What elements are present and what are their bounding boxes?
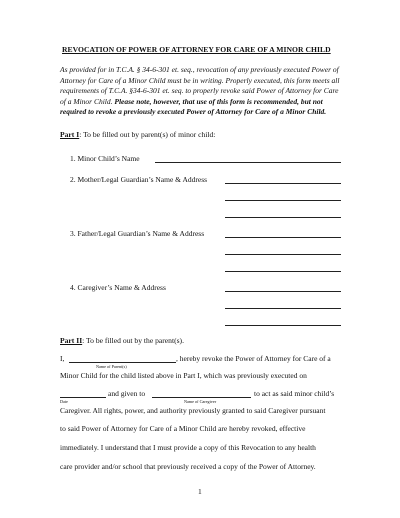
intro-text: As provided for in T.C.A. § 34-6-301 et. seq., revocation of any previously executed Power of Attorney for Care of a Minor Child must be in writing. Properly executed, this form meets all requirements of T.C.A. §34-6-301 et. seq. to properly revoke said Power of Attorney for Care of a Minor Child. xyxy=(60,65,340,106)
parent-name-caption: Name of Parent(s) xyxy=(96,364,127,369)
part2-instruction: : To be filled out by the parent(s). xyxy=(82,336,184,345)
father-address-field-2[interactable] xyxy=(225,271,341,272)
execution-date-field[interactable] xyxy=(60,397,106,398)
given-to-text: and given to xyxy=(108,389,146,398)
caregiver-name-field[interactable] xyxy=(225,291,341,292)
act-as-text: to act as said minor child’s xyxy=(254,389,335,398)
part2-heading xyxy=(60,336,184,345)
revoke-prefix: I, xyxy=(60,354,65,363)
intro-paragraph xyxy=(60,65,345,118)
item-caregiver-name-address: 4. Caregiver’s Name & Address xyxy=(70,283,166,292)
revoke-line-7: care provider and/or school that previously received a copy of the Power of Attorney. xyxy=(60,462,316,471)
item-father-name-address: 3. Father/Legal Guardian’s Name & Address xyxy=(70,229,205,238)
item-mother-name-address: 2. Mother/Legal Guardian’s Name & Address xyxy=(70,175,208,184)
minor-child-name-field[interactable] xyxy=(155,162,341,163)
item-minor-child-name: 1. Minor Child’s Name xyxy=(70,154,140,163)
revoke-line-2: Minor Child for the child listed above in Part I, which was previously executed on xyxy=(60,371,307,380)
father-address-field-1[interactable] xyxy=(225,254,341,255)
caregiver-caption: Name of Caregiver xyxy=(184,399,217,404)
parent-name-field[interactable] xyxy=(69,362,176,363)
revoke-line-6: immediately. I understand that I must provide a copy of this Revocation to any health xyxy=(60,443,316,452)
revoke-line-4: Caregiver. All rights, power, and authority previously granted to said Caregiver pursuant xyxy=(60,406,326,415)
mother-name-field[interactable] xyxy=(225,183,341,184)
father-name-field[interactable] xyxy=(225,237,341,238)
document-title: REVOCATION OF POWER OF ATTORNEY FOR CARE OF A MINOR CHILD xyxy=(62,45,331,54)
caregiver-name-revoke-field[interactable] xyxy=(152,397,251,398)
intro-note: Please note, however, that use of this form is recommended, but not required to revoke a previously executed Power of Attorney for Care of a Minor Child. xyxy=(60,96,327,117)
part1-label: Part I xyxy=(60,130,80,139)
caregiver-address-field-1[interactable] xyxy=(225,308,341,309)
part2-label: Part II xyxy=(60,336,83,345)
revoke-statement: , hereby revoke the Power of Attorney for Care of a xyxy=(176,354,331,363)
caregiver-address-field-2[interactable] xyxy=(225,325,341,326)
page-number: 1 xyxy=(198,487,202,496)
date-caption: Date xyxy=(60,399,68,404)
part1-instruction: : To be filled out by parent(s) of minor child: xyxy=(79,130,216,139)
part1-heading xyxy=(60,130,215,139)
revoke-line-5: to said Power of Attorney for Care of a Minor Child are hereby revoked, effective xyxy=(60,424,306,433)
mother-address-field-1[interactable] xyxy=(225,200,341,201)
mother-address-field-2[interactable] xyxy=(225,217,341,218)
